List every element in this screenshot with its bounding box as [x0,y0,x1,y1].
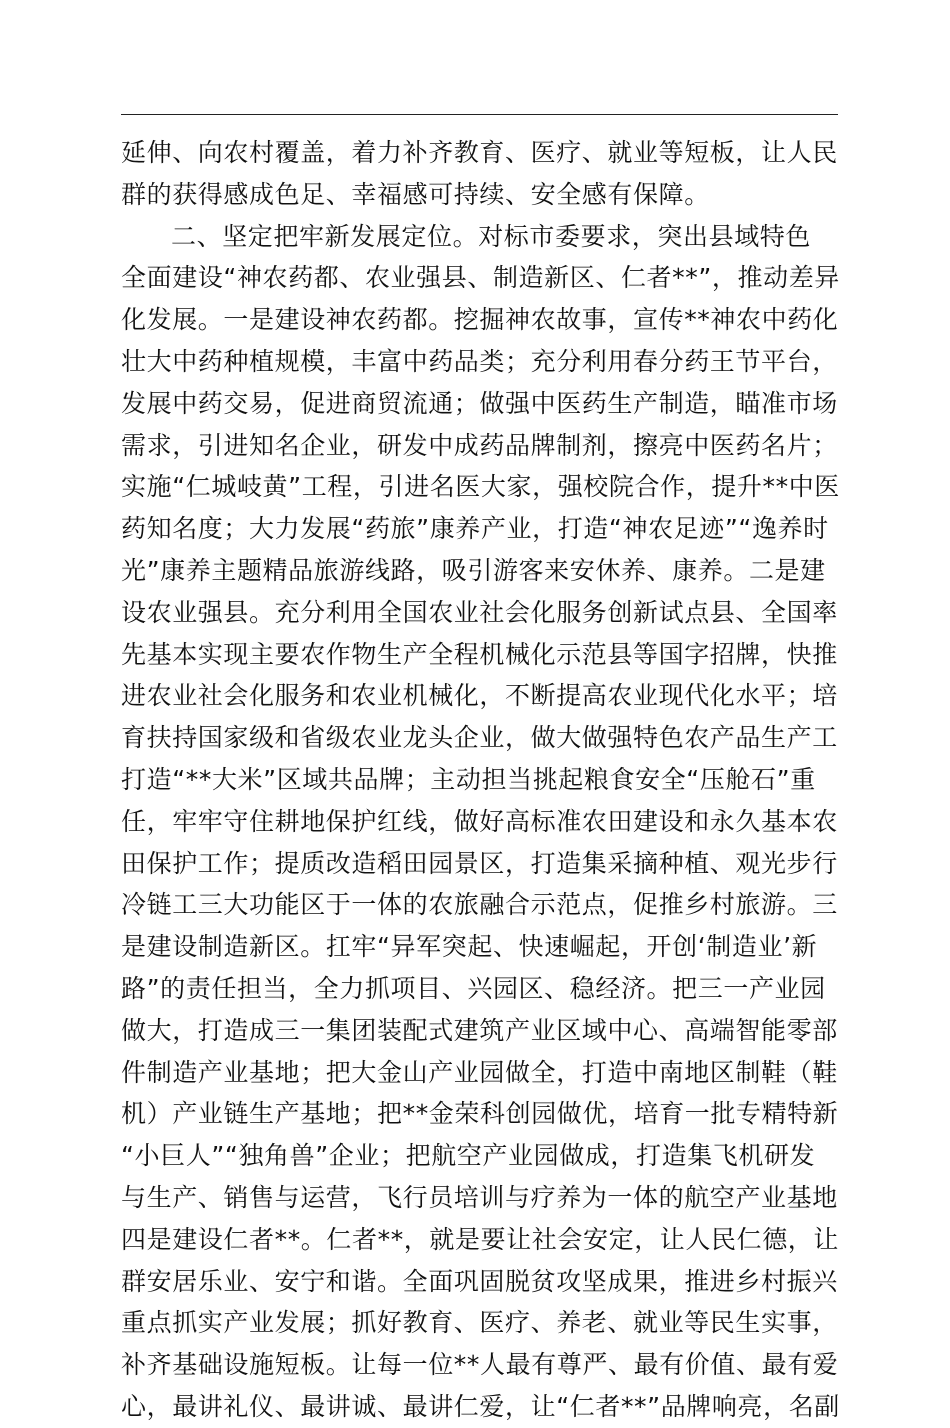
text-line: 光”康养主题精品旅游线路，吸引游客来安休养、康养。二是建 [121,555,826,585]
text-line: 壮大中药种植规模，丰富中药品类；充分利用春分药王节平台， [121,346,838,376]
text-line: 设农业强县。充分利用全国农业社会化服务创新试点县、全国率 [121,597,838,627]
text-line: 药知名度；大力发展“药旅”康养产业，打造“神农足迹”“逸养时 [121,514,829,544]
text-line: 四是建设仁者**。仁者**，就是要让社会安定，让人民仁德，让 [121,1224,840,1254]
text-line: “小巨人”“独角兽”企业；把航空产业园做成，打造集飞机研发 [121,1141,816,1171]
text-line: 二、坚定把牢新发展定位。对标市委要求，突出县域特色 [171,221,812,251]
text-line: 育扶持国家级和省级农业龙头企业，做大做强特色农产品生产工 [121,723,838,753]
text-line: 田保护工作；提质改造稻田园景区，打造集采摘种植、观光步行 [121,848,838,878]
text-line: 群安居乐业、安宁和谐。全面巩固脱贫攻坚成果，推进乡村振兴 [121,1266,838,1296]
text-line: 发展中药交易，促进商贸流通；做强中医药生产制造，瞄准市场 [121,388,838,418]
document-body [121,132,841,1428]
text-line: 需求，引进知名企业，研发中成药品牌制剂，擦亮中医药名片； [121,430,838,460]
text-line: 任，牢牢守住耕地保护红线，做好高标准农田建设和永久基本农 [121,806,838,836]
text-line: 先基本实现主要农作物生产全程机械化示范县等国字招牌，快推 [121,639,838,669]
text-line: 群的获得感成色足、幸福感可持续、安全感有保障。 [121,179,710,209]
text-line: 化发展。一是建设神农药都。挖掘神农故事，宣传**神农中药化 [121,305,839,335]
text-line: 与生产、销售与运营，飞行员培训与疗养为一体的航空产业基地 [121,1182,838,1212]
header-rule [121,114,838,115]
text-line: 做大，打造成三一集团装配式建筑产业区域中心、高端智能零部 [121,1015,838,1045]
text-line: 路”的责任担当，全力抓项目、兴园区、稳经济。把三一产业园 [121,973,826,1003]
text-line: 冷链工三大功能区于一体的农旅融合示范点，促推乡村旅游。三 [121,890,838,920]
text-line: 件制造产业基地；把大金山产业园做全，打造中南地区制鞋（鞋 [121,1057,838,1087]
text-line: 机）产业链生产基地；把**金荣科创园做优，培育一批专精特新 [121,1099,839,1129]
text-line: 打造“**大米”区域共品牌；主动担当挑起粮食安全“压舱石”重 [121,764,816,794]
text-line: 是建设制造新区。扛牢“异军突起、快速崛起，开创‘制造业’新 [121,932,818,962]
text-line: 补齐基础设施短板。让每一位**人最有尊严、最有价值、最有爱 [121,1350,839,1380]
text-line: 重点抓实产业发展；抓好教育、医疗、养老、就业等民生实事， [121,1308,838,1338]
text-line: 实施“仁城岐黄”工程，引进名医大家，强校院合作，提升**中医 [121,472,840,502]
text-line: 进农业社会化服务和农业机械化，不断提高农业现代化水平；培 [121,681,838,711]
text-line: 全面建设“神农药都、农业强县、制造新区、仁者**”，推动差异 [121,263,840,293]
text-line: 心，最讲礼仪、最讲诚、最讲仁爱，让“仁者**”品牌响亮，名副 [121,1391,840,1421]
text-line: 延伸、向农村覆盖，着力补齐教育、医疗、就业等短板，让人民 [121,138,838,167]
